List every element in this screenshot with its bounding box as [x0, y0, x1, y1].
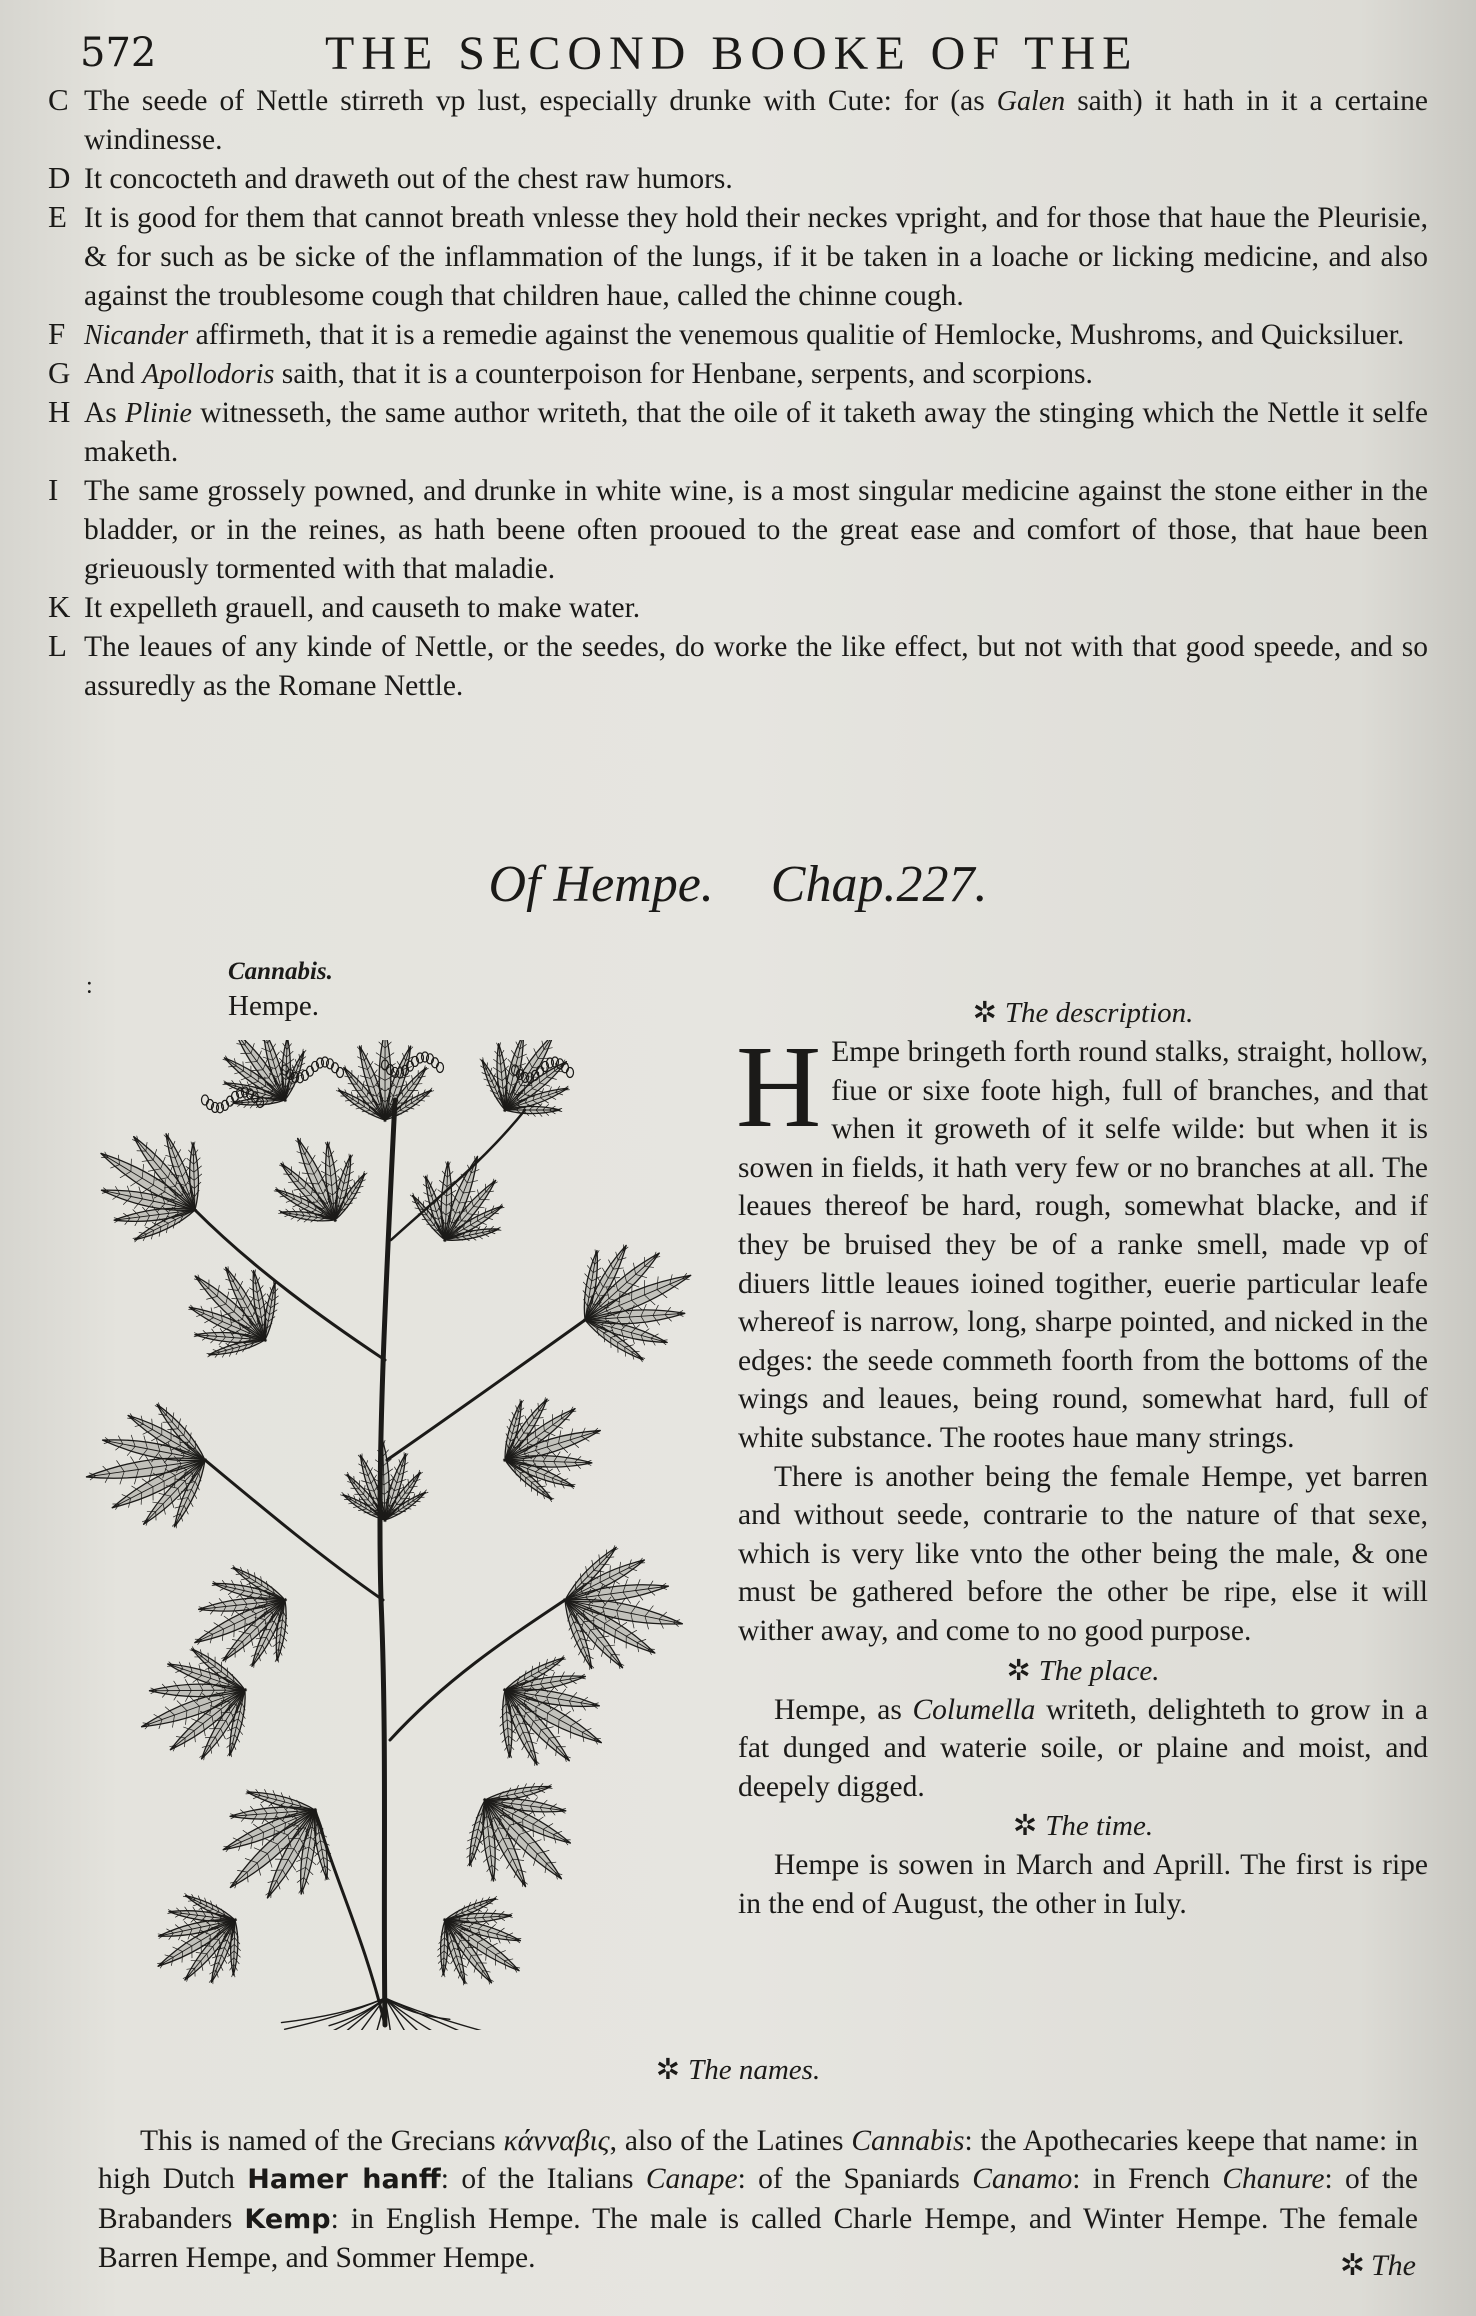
margin-letter: C: [48, 82, 69, 117]
virtue-entry: [48, 394, 1428, 472]
virtue-entry: [48, 628, 1428, 706]
virtue-entry: [48, 472, 1428, 589]
entry-text: The same grossely powned, and drunke in white wine, is a most singular medicine against the stone either in the bladder, or in the reines, as hath beene often prooued to the great ease and comfort of those, that haue been grieuously tormented with that maladie.: [84, 475, 1428, 585]
margin-letter: F: [48, 316, 66, 351]
page-number: 572: [80, 30, 157, 76]
description-column: [738, 993, 1428, 1923]
virtue-entry: [48, 316, 1428, 355]
names-heading: ✲ The names.: [655, 2054, 821, 2086]
entry-text: It is good for them that cannot breath vnlesse they hold their neckes vpright, and for those that haue the Pleurisie, & for such as be sicke of the inflammation of the lungs, if it be taken in a loache or licking medicine, and also against the troublesome cough that children haue, called the chinne cough.: [84, 202, 1428, 312]
flower-ornament-icon: ✲: [1339, 2249, 1365, 2282]
virtue-entry: [48, 355, 1428, 394]
chapter-heading: [0, 855, 1476, 914]
chapter-title: Of Hempe.: [488, 856, 714, 913]
running-title: THE SECOND BOOKE OF THE: [325, 27, 1139, 80]
flower-ornament-icon: ✲: [1012, 1810, 1038, 1843]
margin-mark: :: [86, 973, 93, 999]
margin-letter: L: [48, 628, 67, 663]
entry-text: The seede of Nettle stirreth vp lust, especially drunke with Cute: for (as Galen saith) it hath in it a certaine windinesse.: [84, 85, 1428, 156]
description-heading: ✲ The description.: [972, 997, 1194, 1029]
chapter-number: Chap.227.: [770, 856, 988, 913]
virtue-entry: [48, 589, 1428, 628]
margin-letter: I: [48, 472, 59, 507]
hemp-plant-drawing: [85, 1040, 700, 2030]
time-heading: ✲ The time.: [1012, 1810, 1154, 1843]
entry-text: As Plinie witnesseth, the same author writeth, that the oile of it taketh away the stinging which the Nettle it selfe maketh.: [84, 397, 1428, 468]
virtue-entry: [48, 82, 1428, 160]
names-paragraph: This is named of the Grecians κάνναβις, also of the Latines Cannabis: the Apothecaries keepe that name: in high Dutch Hamer hanff: of the Italians Canape: of the Spaniards Canamo: in French Chanure: of the Brabanders Kemp: in English Hempe. The male is called Charle Hempe, and Winter Hempe. The female Barren Hempe, and Sommer Hempe.: [98, 2124, 1419, 2275]
entry-text: It expelleth grauell, and causeth to make water.: [84, 592, 641, 624]
virtue-entry: [48, 199, 1428, 316]
figure-english-name: Hempe.: [228, 990, 319, 1022]
entry-text: Nicander affirmeth, that it is a remedie against the venemous qualitie of Hemlocke, Mushroms, and Quicksiluer.: [84, 319, 1405, 351]
flower-ornament-icon: ✲: [972, 997, 997, 1029]
entry-text: The leaues of any kinde of Nettle, or the seedes, do worke the like effect, but not with that good speede, and so assuredly as the Romane Nettle.: [84, 631, 1428, 702]
figure-latin-name: Cannabis.: [228, 958, 333, 985]
time-paragraph: Hempe is sowen in March and Aprill. The first is ripe in the end of August, the other in Iuly.: [738, 1849, 1428, 1920]
description-paragraph-1: H Empe bringeth forth round stalks, straight, hollow, fiue or sixe foote high, full of branches, and that when it groweth of it selfe wilde: but when it is sowen in fields, it hath very few or no branches at all. The leaues thereof be hard, rough, somewhat blacke, and if they be bruised they be of a ranke smell, made vp of diuers little leaues ioined togither, euerie particular leafe whereof is narrow, long, sharpe pointed, and nicked in the edges: the seede commeth foorth from the bottoms of the wings and leaues, being round, somewhat hard, full of white substance. The rootes haue many strings.: [736, 1021, 1428, 1454]
drop-cap: H: [736, 1021, 822, 1152]
virtue-entry: [48, 160, 1428, 199]
virtues-list: [48, 82, 1428, 706]
catchword: ✲ The: [1339, 2249, 1416, 2282]
hemp-woodcut-illustration: [85, 1040, 700, 2030]
entry-text: And Apollodoris saith, that it is a counterpoison for Henbane, serpents, and scorpions.: [84, 358, 1093, 390]
place-paragraph: Hempe, as Columella writeth, delighteth to grow in a fat dunged and waterie soile, or plaine and moist, and deepely digged.: [738, 1693, 1428, 1803]
margin-letter: D: [48, 160, 71, 195]
description-paragraph-2: There is another being the female Hempe, yet barren and without seede, contrarie to the nature of that sexe, which is very like vnto the other being the male, & one must be gathered before the other be ripe, else it will wither away, and come to no good purpose.: [738, 1460, 1428, 1647]
margin-letter: H: [48, 394, 71, 429]
entry-text: It concocteth and draweth out of the chest raw humors.: [84, 163, 733, 195]
margin-letter: E: [48, 199, 67, 234]
figure-caption: [228, 958, 333, 1023]
place-heading: ✲ The place.: [1006, 1654, 1160, 1687]
margin-letter: K: [48, 589, 71, 624]
flower-ornament-icon: ✲: [1006, 1654, 1031, 1687]
flower-ornament-icon: ✲: [655, 2054, 681, 2086]
margin-letter: G: [48, 355, 71, 390]
running-head: [80, 22, 1400, 82]
